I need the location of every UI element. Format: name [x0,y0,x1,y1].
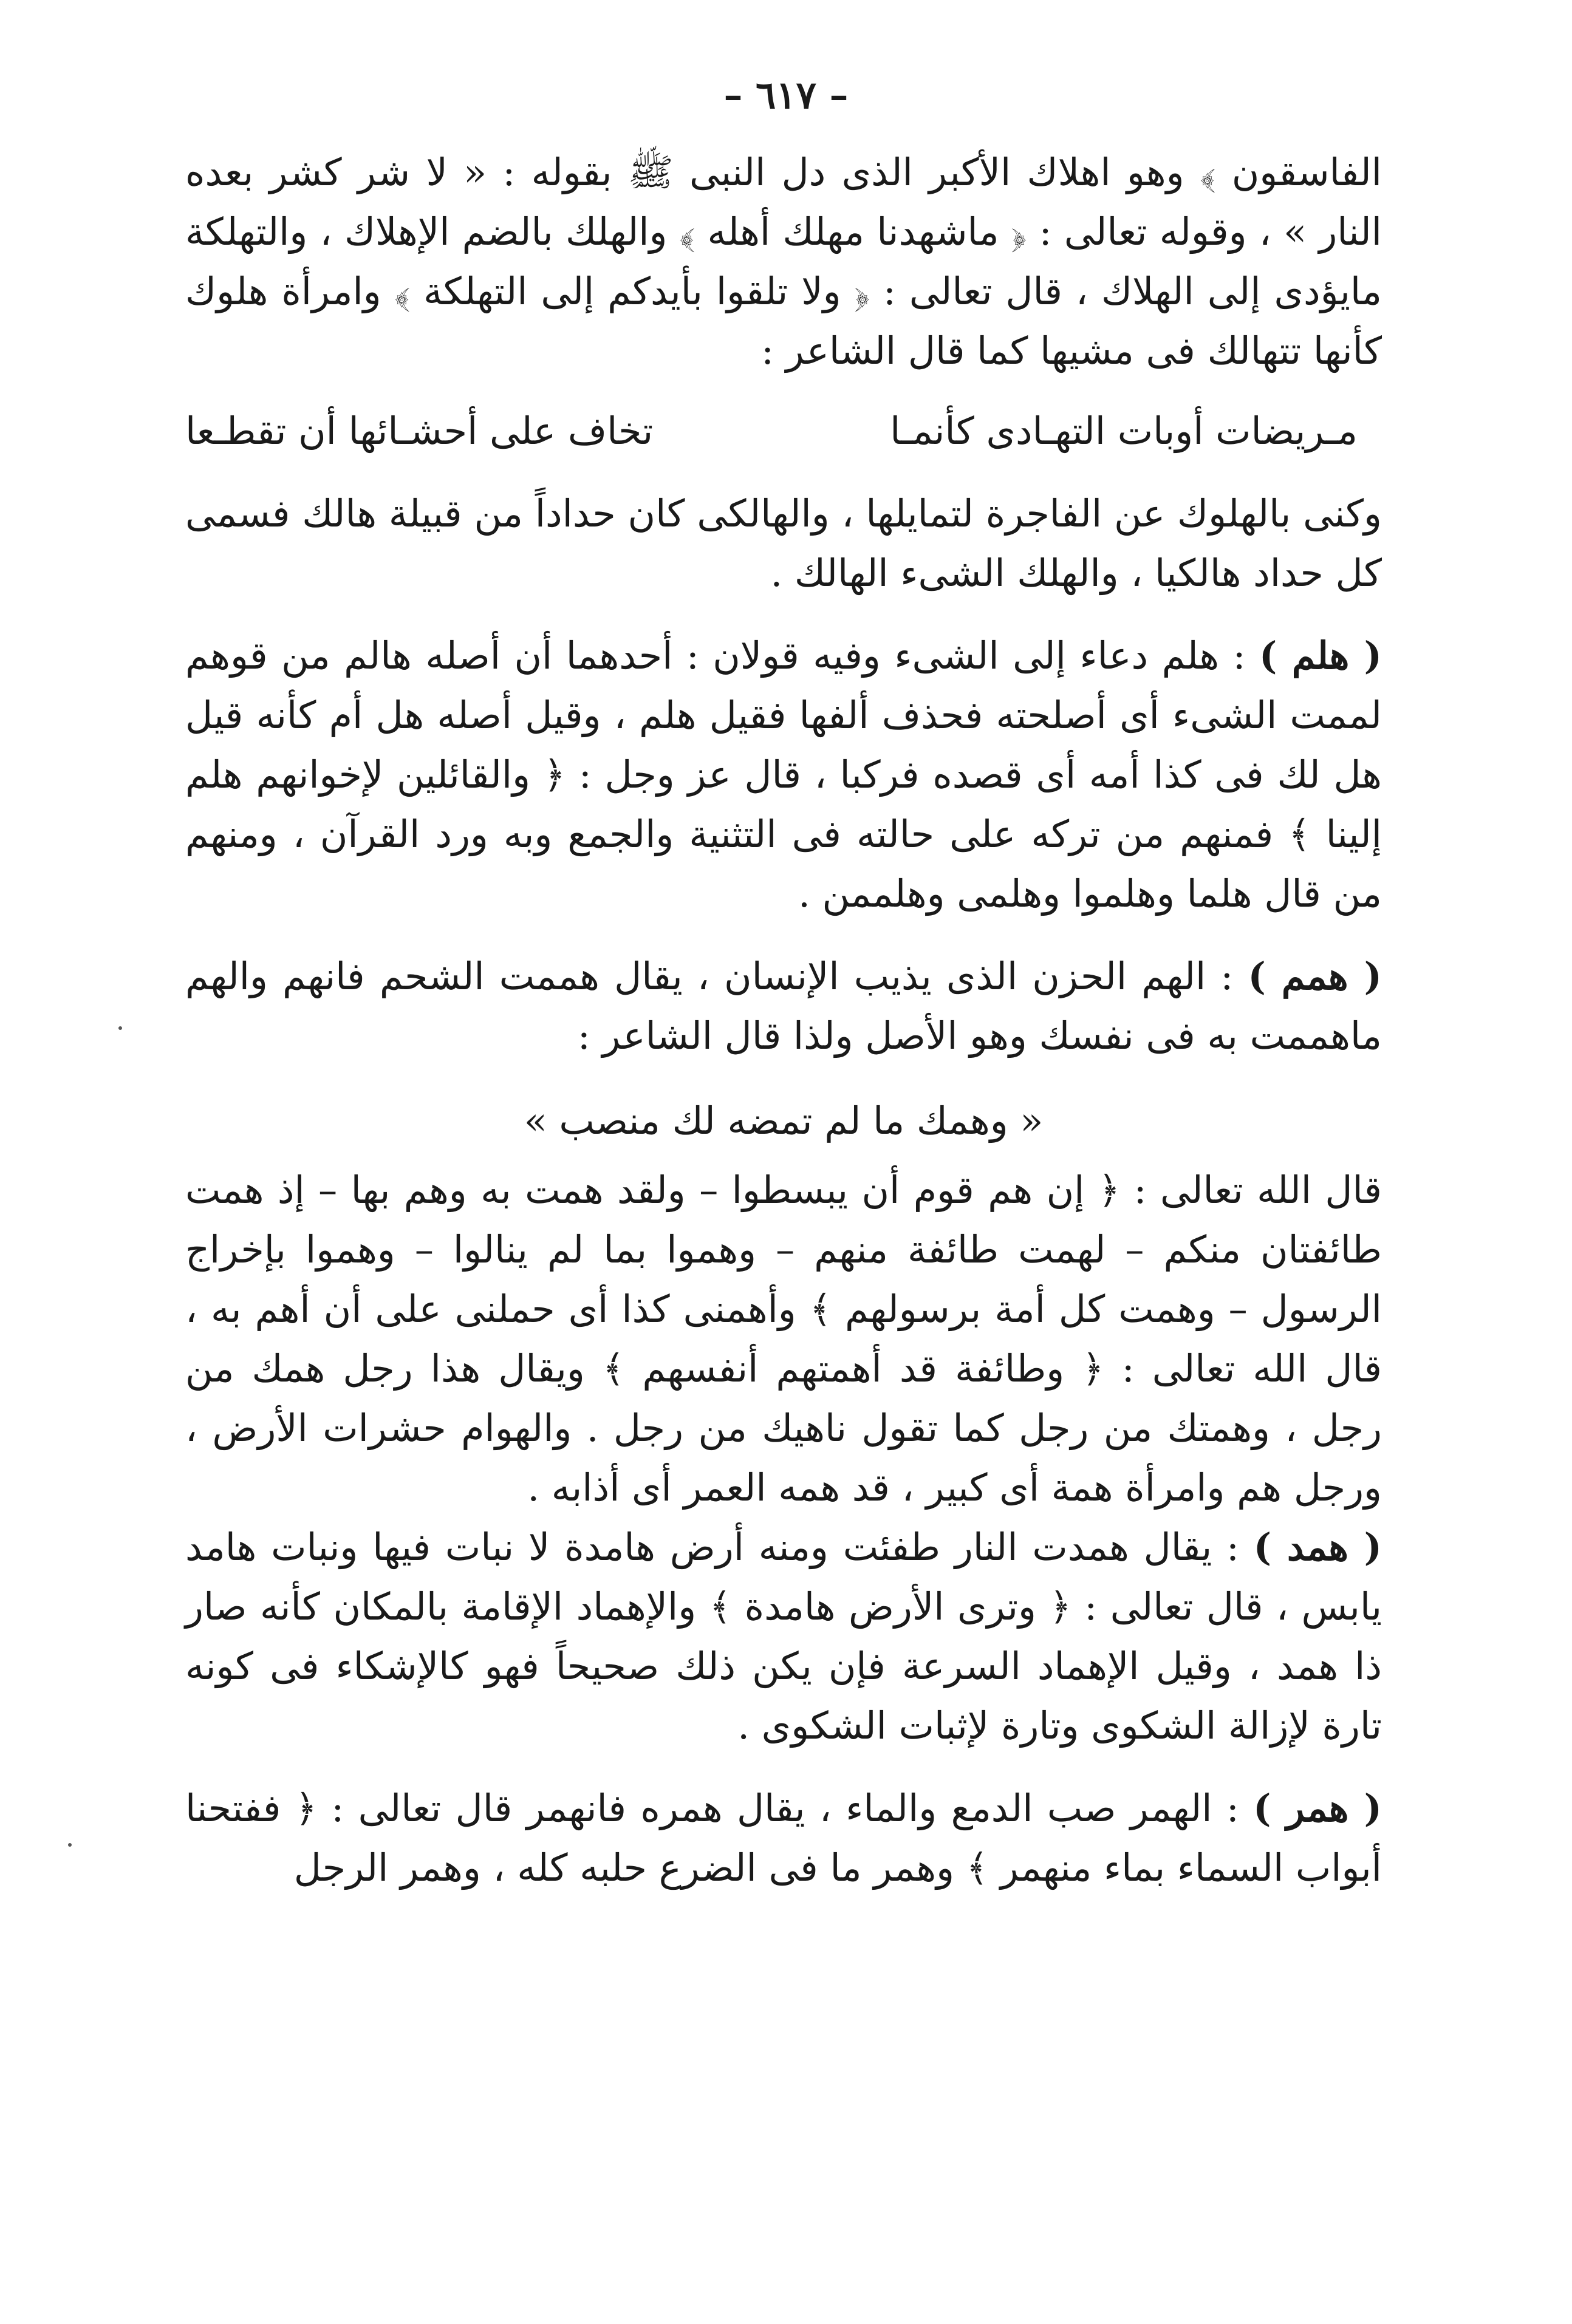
entry-text: : يقال همدت النار طفئت ومنه أرض هامدة لا نبات فيها ونبات هامد يابس ، قال تعالى : ﴿ وترى الأرض هامدة ﴾ والإهماد الإقامة بالمكان كأنه صار ذا همد ، وقيل الإهماد السرعة فإن يكن ذلك صحيحاً فهو كالإشكاء فى كونه تارة لإزالة الشكوى وتارة لإثبات الشكوى . [185,1525,1382,1748]
paragraph-halak-continued: الفاسقون ﴾ وهو اهلاك الأكبر الذى دل النبى ﷺ بقوله : « لا شر كشر بعده النار » ، وقوله تعالى : ﴿ ماشهدنا مهلك أهله ﴾ والهلك بالضم الإهلاك ، والتهلكة مايؤدى إلى الهلاك ، قال تعالى : ﴿ ولا تلقوا بأيدكم إلى التهلكة ﴾ وامرأة هلوك كأنها تتهالك فى مشيها كما قال الشاعر : [185,150,1382,373]
verse-second-hemistich: تخاف على أحشـائها أن تقطـعا [185,409,654,453]
scan-speck [68,1843,72,1847]
entry-headword: ( همر ) [1253,1786,1382,1830]
entry-text: : الهمر صب الدمع والماء ، يقال همره فانهمر قال تعالى : ﴿ ففتحنا أبواب السماء بماء منهمر ﴾ وهمر ما فى الضرع حلبه كله ، وهمر الرجل [185,1786,1382,1890]
entry-headword: ( همم ) [1248,954,1382,998]
entry-headword: ( هلم ) [1259,633,1382,678]
entry-hamam [185,947,1382,1066]
scan-speck [118,1026,122,1030]
page-number: – ٦١٧ – [723,73,849,117]
entry-hamad [185,1518,1382,1756]
entry-headword: ( همد ) [1253,1525,1382,1569]
verse-first-hemistich: مـريضات أوبات التهـادى كأنمـا [890,409,1358,453]
entry-hamar [185,1779,1382,1898]
verse-hammuk: « وهمك ما لم تمضه لك منصب » [524,1099,1044,1143]
verse-halook [185,401,1358,461]
page-body [185,143,1382,1898]
entry-halumma [185,626,1382,924]
entry-text: : الهم الحزن الذى يذيب الإنسان ، يقال هممت الشحم فانهم والهم ماهممت به فى نفسك وهو الأصل ولذا قال الشاعر : [185,954,1382,1058]
paragraph-hamma-quran: قال الله تعالى : ﴿ إن هم قوم أن يبسطوا – ولقد همت به وهم بها – إذ همت طائفتان منكم – لهمت طائفة منهم – وهموا بما لم ينالوا – وهموا بإخراج الرسول – وهمت كل أمة برسولهم ﴾ وأهمنى كذا أى حملنى على أن أهم به ، قال الله تعالى : ﴿ وطائفة قد أهمتهم أنفسهم ﴾ ويقال هذا رجل همك من رجل ، وهمتك من رجل كما تقول ناهيك من رجل . والهوام حشرات الأرض ، ورجل هم وامرأة همة أى كبير ، قد همه العمر أى أذابه . [185,1168,1382,1510]
paragraph-halik: وكنى بالهلوك عن الفاجرة لتمايلها ، والهالكى كان حداداً من قبيلة هالك فسمى كل حداد هالكيا ، والهلك الشىء الهالك . [185,491,1382,595]
entry-text: : هلم دعاء إلى الشىء وفيه قولان : أحدهما أن أصله هالم من قوهم لممت الشىء أى أصلحته فحذف ألفها فقيل هلم ، وقيل أصله هل أم كأنه قيل هل لك فى كذا أمه أى قصده فركبا ، قال عز وجل : ﴿ والقائلين لإخوانهم هلم إلينا ﴾ فمنهم من تركه على حالته فى التثنية والجمع وبه ورد القرآن ، ومنهم من قال هلما وهلموا وهلمى وهلممن . [185,633,1382,916]
